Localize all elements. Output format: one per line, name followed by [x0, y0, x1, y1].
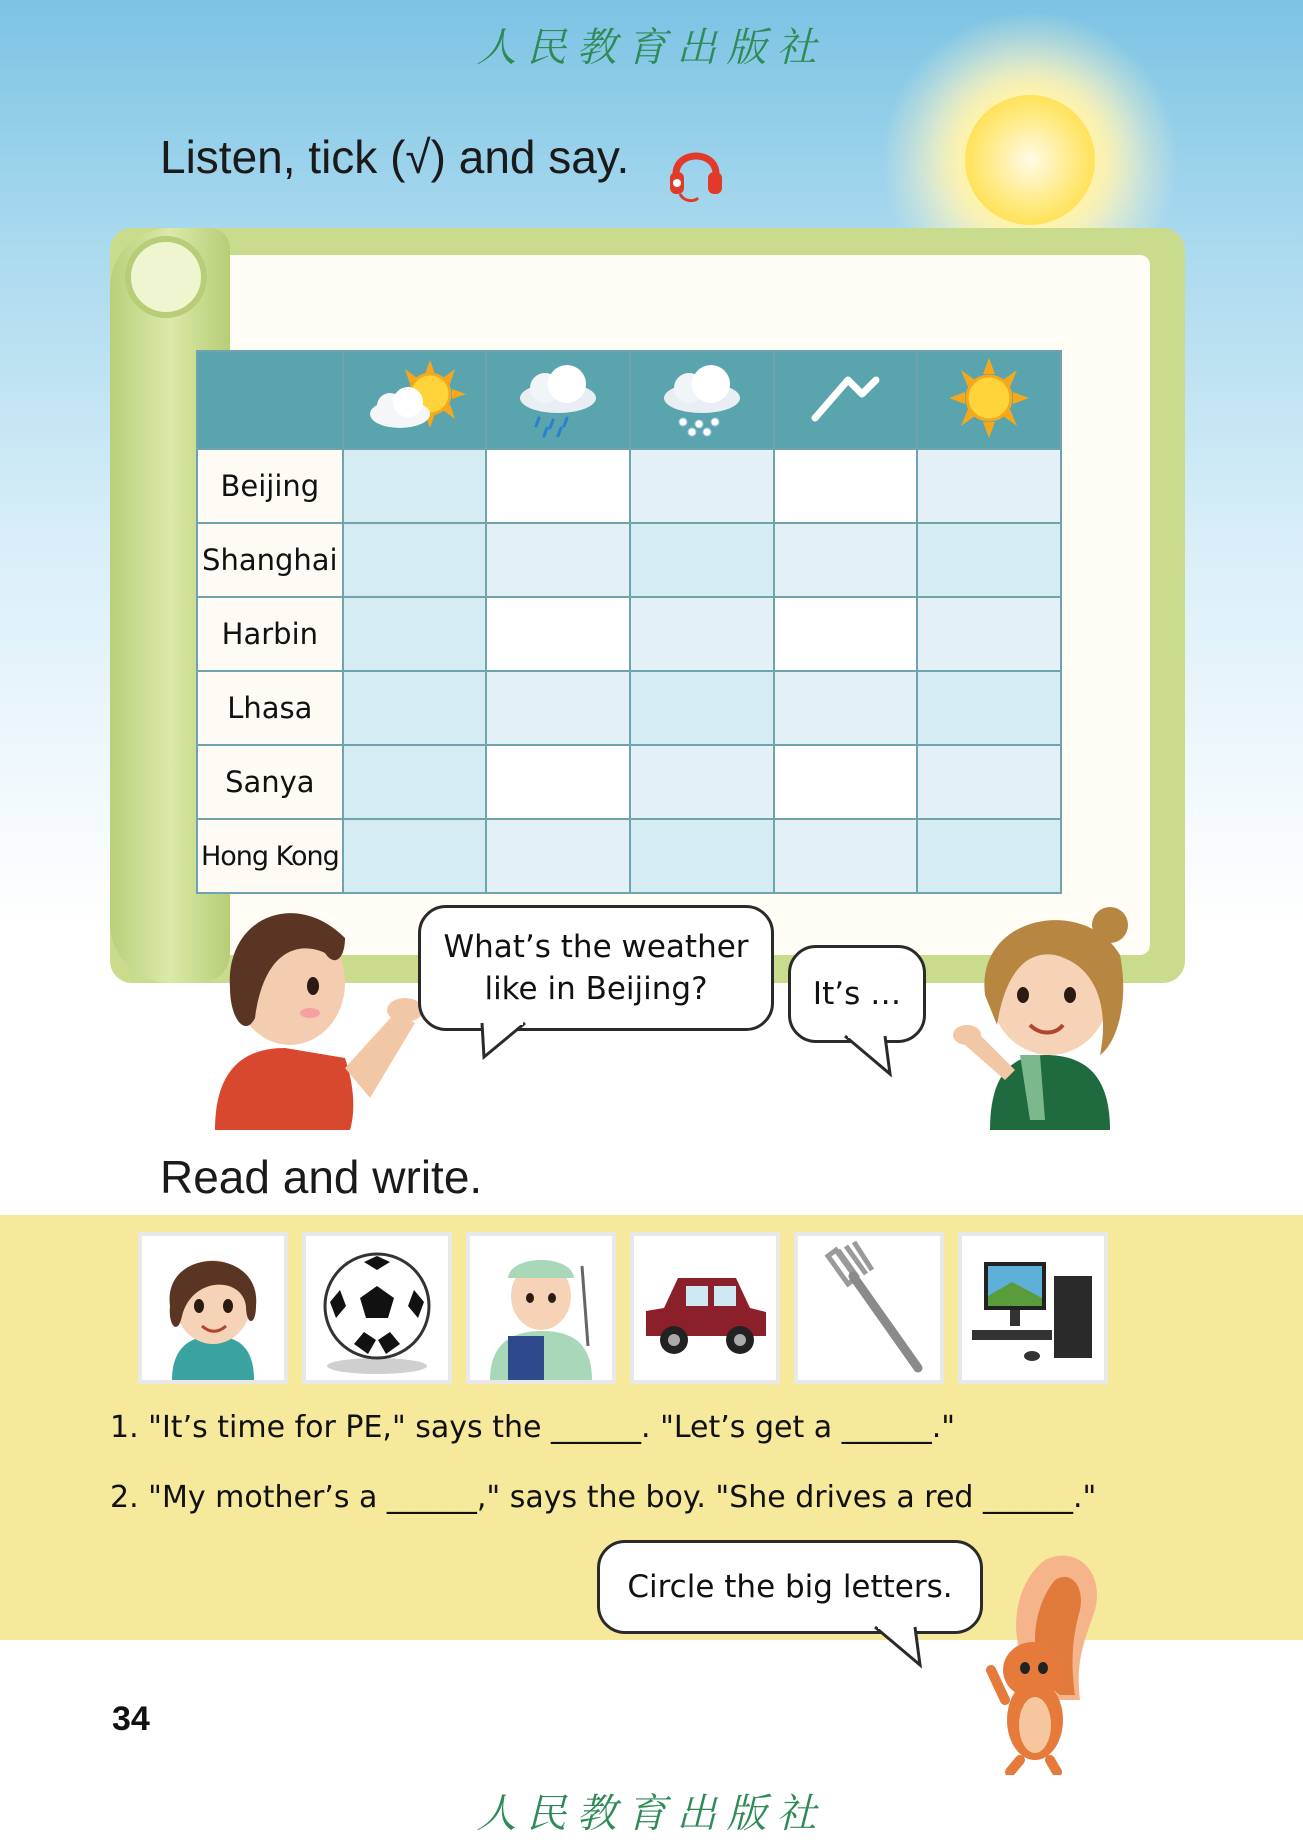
- picture-fork: [794, 1232, 944, 1384]
- tick-cell[interactable]: [343, 523, 487, 597]
- tick-cell[interactable]: [343, 671, 487, 745]
- snowy-icon: [630, 351, 774, 449]
- tick-cell[interactable]: [917, 597, 1061, 671]
- city-label: Harbin: [197, 597, 343, 671]
- exercise-sentence-2: 2. "My mother’s a ______," says the boy. "She drives a red ______.": [110, 1480, 1097, 1515]
- section-title-read-write: Read and write.: [160, 1151, 483, 1203]
- tick-cell[interactable]: [343, 449, 487, 523]
- bubble-tail: [480, 1021, 540, 1061]
- table-row: [197, 523, 1061, 597]
- table-row: [197, 745, 1061, 819]
- tick-cell[interactable]: [486, 745, 630, 819]
- tick-cell[interactable]: [917, 449, 1061, 523]
- scroll-roll-end: [125, 236, 207, 318]
- tick-cell[interactable]: [917, 671, 1061, 745]
- bubble-tip-text: Circle the big letters.: [627, 1569, 953, 1605]
- speech-bubble-answer: [788, 945, 926, 1043]
- publisher-header: 人民教育出版社: [476, 25, 827, 71]
- picture-doctor: [466, 1232, 616, 1384]
- picture-car: [630, 1232, 780, 1384]
- city-label: Sanya: [197, 745, 343, 819]
- tick-cell[interactable]: [917, 745, 1061, 819]
- weather-header-row: [197, 351, 1061, 449]
- tick-cell[interactable]: [486, 819, 630, 893]
- tick-cell[interactable]: [486, 597, 630, 671]
- page-number: 34: [112, 1700, 150, 1738]
- section-title-listen: Listen, tick (√) and say.: [160, 131, 630, 183]
- table-corner: [197, 351, 343, 449]
- tick-cell[interactable]: [774, 819, 918, 893]
- city-label: Lhasa: [197, 671, 343, 745]
- exercise-sentence-1: 1. "It’s time for PE," says the ______. "Let’s get a ______.": [110, 1410, 956, 1445]
- tick-cell[interactable]: [774, 745, 918, 819]
- picture-computer: [958, 1232, 1108, 1384]
- squirrel-mascot: [985, 1550, 1125, 1775]
- tick-cell[interactable]: [343, 745, 487, 819]
- tick-cell[interactable]: [630, 745, 774, 819]
- tick-cell[interactable]: [917, 523, 1061, 597]
- city-label: Shanghai: [197, 523, 343, 597]
- sunny-icon: [917, 351, 1061, 449]
- bubble-answer-text: It’s …: [812, 976, 902, 1012]
- tick-cell[interactable]: [486, 671, 630, 745]
- tick-cell[interactable]: [630, 819, 774, 893]
- tick-cell[interactable]: [486, 523, 630, 597]
- tick-cell[interactable]: [630, 523, 774, 597]
- tick-cell[interactable]: [486, 449, 630, 523]
- tick-cell[interactable]: [774, 597, 918, 671]
- girl-right-illustration: [935, 895, 1150, 1130]
- speech-bubble-question: [418, 905, 774, 1031]
- picture-girl: [138, 1232, 288, 1384]
- tick-cell[interactable]: [774, 449, 918, 523]
- partly-cloudy-icon: [343, 351, 487, 449]
- girl-left-illustration: [205, 898, 425, 1130]
- tick-cell[interactable]: [774, 523, 918, 597]
- bubble-tail: [870, 1625, 930, 1670]
- weather-table: [196, 350, 1062, 894]
- publisher-footer: 人民教育出版社: [476, 1791, 827, 1837]
- table-row: [197, 671, 1061, 745]
- tick-cell[interactable]: [630, 597, 774, 671]
- tick-cell[interactable]: [774, 671, 918, 745]
- bubble-question-text: What’s the weather like in Beijing?: [443, 929, 749, 1007]
- bubble-tail: [840, 1034, 900, 1079]
- rainy-icon: [486, 351, 630, 449]
- tick-cell[interactable]: [343, 819, 487, 893]
- city-label: Hong Kong: [197, 819, 343, 893]
- tick-cell[interactable]: [630, 671, 774, 745]
- tick-cell[interactable]: [917, 819, 1061, 893]
- tick-cell[interactable]: [630, 449, 774, 523]
- tick-cell[interactable]: [343, 597, 487, 671]
- sun-illustration: [965, 95, 1095, 225]
- headphones-icon[interactable]: [668, 140, 724, 204]
- table-row: [197, 597, 1061, 671]
- table-row: [197, 819, 1061, 893]
- windy-icon: [774, 351, 918, 449]
- picture-football: [302, 1232, 452, 1384]
- speech-bubble-tip: [597, 1540, 983, 1634]
- city-label: Beijing: [197, 449, 343, 523]
- table-row: [197, 449, 1061, 523]
